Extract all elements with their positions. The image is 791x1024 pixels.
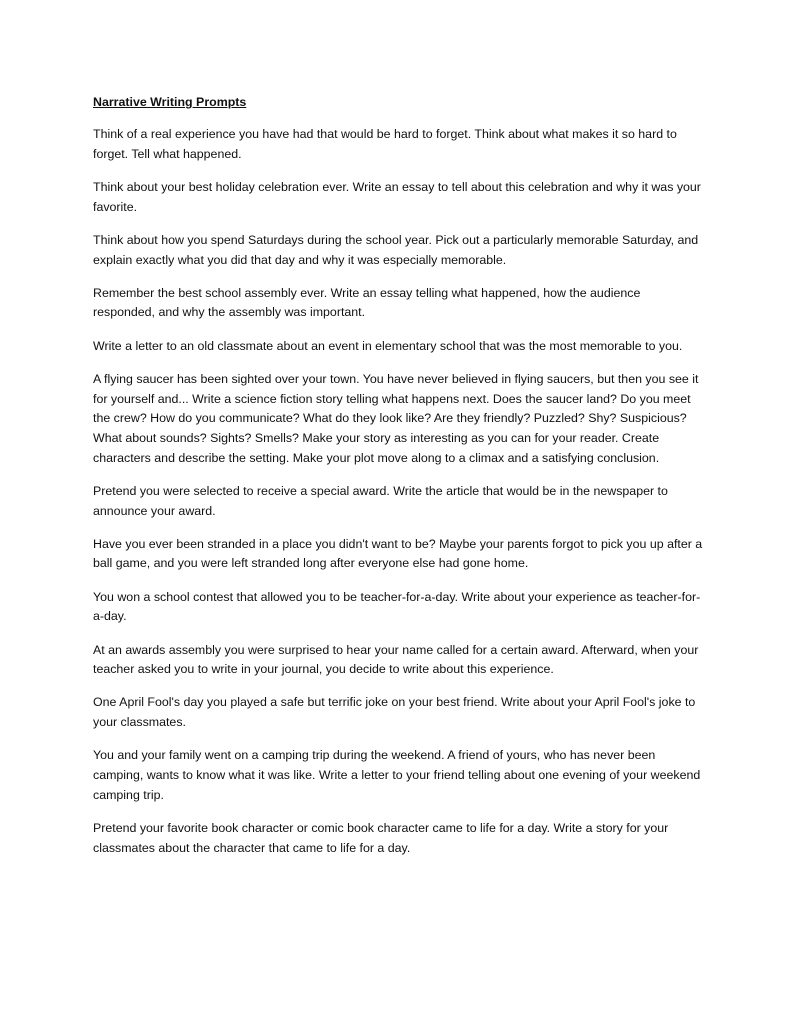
prompt-paragraph: One April Fool's day you played a safe but terrific joke on your best friend. Write about your April Fool's joke to your classmates. bbox=[93, 695, 696, 730]
prompt-paragraph: Think about how you spend Saturdays during the school year. Pick out a particularly memorable Saturday, and explain exactly what you did that day and why it was especially memorable. bbox=[93, 232, 699, 267]
prompt-paragraph: Write a letter to an old classmate about an event in elementary school that was the most memorable to you. bbox=[93, 338, 683, 353]
prompt-paragraph: A flying saucer has been sighted over your town. You have never believed in flying saucers, but then you see it for yourself and... Write a science fiction story telling what happens next. Does the saucer land? Do you meet the crew? How do you communicate? What do they look like? Are they friendly? Puzzled? Shy? Suspicious? What about sounds? Sights? Smells? Make your story as interesting as you can for your reader. Create characters and describe the setting. Make your plot move along to a climax and a satisfying conclusion. bbox=[93, 371, 699, 465]
prompt-paragraph: Think about your best holiday celebration ever. Write an essay to tell about this celebration and why it was your favorite. bbox=[93, 179, 701, 214]
prompt-paragraph: Pretend your favorite book character or comic book character came to life for a day. Write a story for your classmates about the character that came to life for a day. bbox=[93, 820, 669, 855]
prompt-paragraph: You and your family went on a camping trip during the weekend. A friend of yours, who has never been camping, wants to know what it was like. Write a letter to your friend telling about one evening of your weekend camping trip. bbox=[93, 748, 701, 802]
document-title: Narrative Writing Prompts bbox=[93, 95, 247, 109]
prompt-paragraph: Have you ever been stranded in a place you didn't want to be? Maybe your parents forgot to pick you up after a ball game, and you were left stranded long after everyone else had gone home. bbox=[93, 536, 703, 571]
prompt-paragraph: Remember the best school assembly ever. Write an essay telling what happened, how the audience responded, and why the assembly was important. bbox=[93, 285, 641, 320]
prompt-paragraph: Think of a real experience you have had that would be hard to forget. Think about what makes it so hard to forget. Tell what happened. bbox=[93, 127, 677, 161]
prompt-paragraph: You won a school contest that allowed you to be teacher-for-a-day. Write about your experience as teacher-for-a-day. bbox=[93, 589, 701, 624]
prompt-paragraph: Pretend you were selected to receive a special award. Write the article that would be in the newspaper to announce your award. bbox=[93, 483, 668, 518]
prompt-paragraph: At an awards assembly you were surprised to hear your name called for a certain award. Afterward, when your teacher asked you to write in your journal, you decide to write about this experience. bbox=[93, 642, 699, 677]
document-body bbox=[93, 93, 705, 872]
